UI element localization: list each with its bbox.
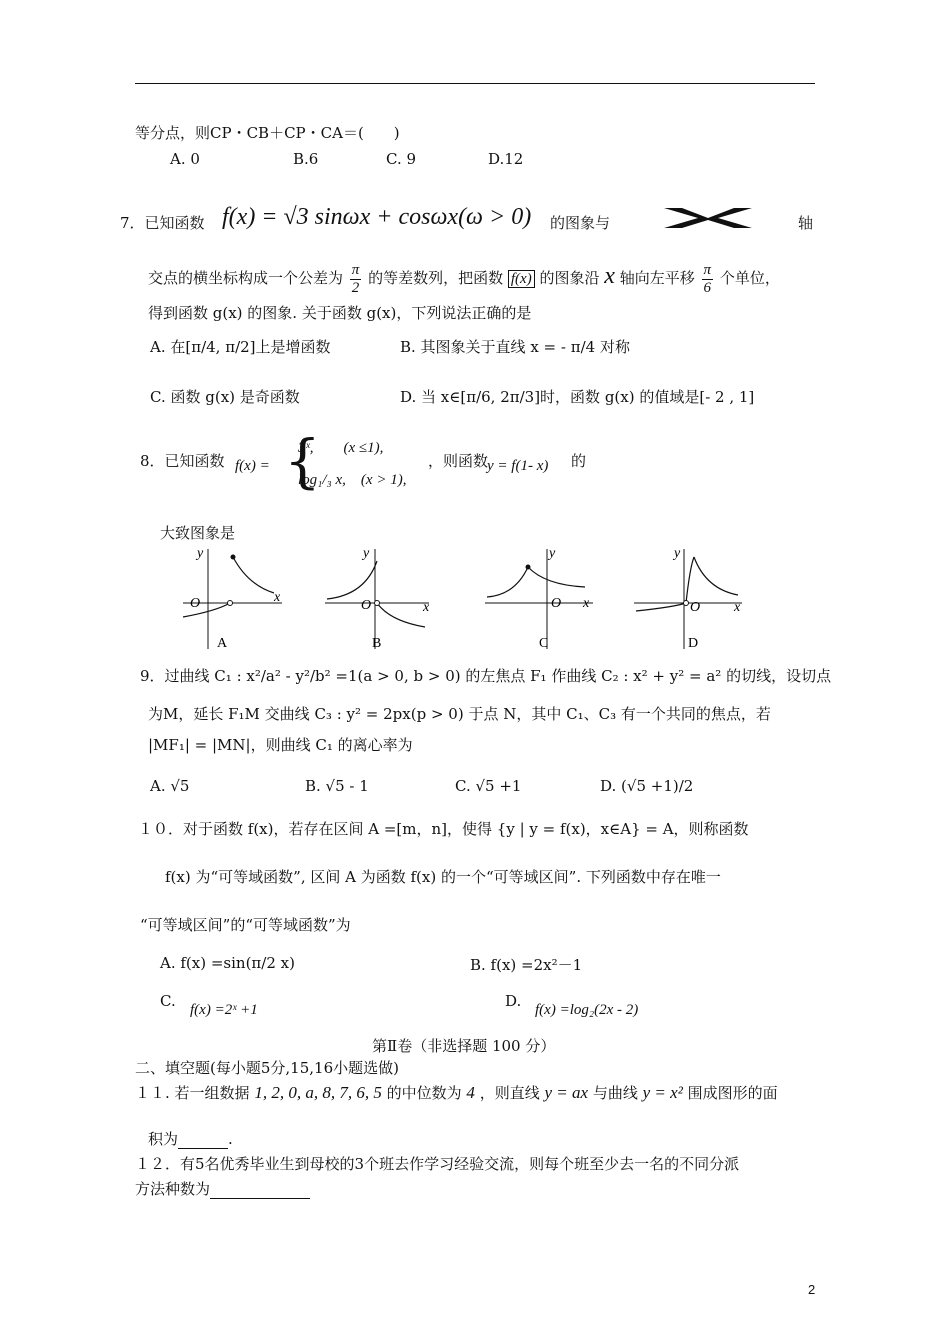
q12-line2: 方法种数为 [135, 1178, 310, 1199]
q11-data: 1, 2, 0, a, 8, 7, 6, 5 [254, 1083, 382, 1102]
q11-mid: 的中位数为 [386, 1084, 462, 1102]
q7-line3: 得到函数 g(x) 的图象. 关于函数 g(x)，下列说法正确的是 [148, 304, 532, 322]
graph-a [178, 545, 288, 659]
q6-option-a: A. 0 [170, 150, 200, 168]
q9-option-d: D. (√5 +1)/2 [600, 777, 694, 795]
graph-a-x: x [274, 590, 281, 605]
q10-option-a: A. f(x) =sin(π/2 x) [160, 954, 295, 972]
q7-line2e: 个单位， [719, 269, 780, 287]
svg-text:O: O [551, 596, 562, 611]
section2-title: 第Ⅱ卷（非选择题 100 分） [372, 1037, 556, 1055]
q8-case2: log₁/₃ x, (x > 1), [298, 472, 407, 488]
svg-text:x: x [734, 600, 741, 615]
q7-line2-fx: f(x) [508, 270, 535, 288]
page-number: 2 [808, 1282, 816, 1297]
q9-option-c: C. √5 +1 [455, 777, 522, 795]
q7-line2d: 轴向左平移 [619, 269, 695, 287]
q7-frac-pi-2: $\frac{\pi}{2}$ [351, 262, 360, 296]
q7-line2 [148, 262, 780, 296]
svg-text:x: x [423, 600, 430, 615]
graph-c-label: C [539, 636, 549, 651]
q9-option-a: A. √5 [150, 777, 190, 795]
q8-line2: 大致图象是 [160, 524, 236, 542]
q11-line2: 积为 . [148, 1130, 233, 1148]
q8-target: y = f(1- x) [487, 458, 549, 474]
q7-frac-pi-6: $\frac{\pi}{6}$ [703, 262, 712, 296]
q7-line2a: 交点的横坐标构成一个公差为 [148, 269, 344, 287]
q11-line1: １１. 若一组数据 1, 2, 0, a, 8, 7, 6, 5 的中位数为 4 ，则直线 y = ax 与曲线 y = x² 围成图形的面 [135, 1083, 778, 1102]
q7-after: 的图象与 [550, 214, 611, 232]
q7-lead: 7．已知函数 [120, 214, 205, 232]
q6-option-d: D.12 [488, 150, 524, 168]
q8-after: ，则函数 [428, 452, 489, 470]
q9-line2: 为M，延长 F₁M 交曲线 C₃ : y² = 2px(p > 0) 于点 N，其中 C₁、C₃ 有一个共同的焦点，若 [148, 705, 771, 723]
q7-option-d: D. 当 x∈[π/6, 2π/3]时，函数 g(x) 的值域是[- 2 , 1] [400, 388, 755, 406]
graph-a-label: A [217, 636, 228, 651]
svg-text:y: y [363, 546, 370, 561]
q12-line1: １２．有5名优秀毕业生到母校的3个班去作学习经验交流，则每个班至少去一名的不同分派 [135, 1155, 740, 1173]
graph-b-label: B [372, 636, 382, 651]
large-x-glyph-icon [660, 204, 756, 236]
graph-d-label: D [688, 636, 699, 651]
q8-case1: 3ˣ, (x ≤1), [298, 440, 384, 456]
q11-blank[interactable] [178, 1130, 228, 1149]
q7-axis-word: 轴 [798, 214, 814, 232]
section2-sub: 二、填空题(每小题5分,15,16小题选做) [135, 1059, 399, 1077]
q8-tail: 的 [571, 452, 587, 470]
q7-line2-x: x [604, 263, 615, 289]
svg-text:x: x [583, 596, 590, 611]
q11-line-eq: y = ax [544, 1083, 589, 1102]
q10-option-d: f(x) =log₂(2x - 2) [535, 1002, 639, 1018]
q7-line2c: 的图象沿 [539, 269, 600, 287]
q10-option-b: B. f(x) =2x²－1 [470, 956, 583, 974]
q10-line3: “可等域区间”的“可等域函数”为 [140, 916, 351, 934]
svg-text:O: O [690, 600, 701, 615]
q7-line2b: 的等差数列，把函数 [368, 269, 504, 287]
q6-tail: 等分点，则CP・CB＋CP・CA＝( ) [135, 124, 400, 142]
q7-formula: f(x) = √3 sinωx + cosωx(ω > 0) [222, 204, 532, 230]
q8-lead: 8．已知函数 [140, 452, 225, 470]
q8-brace: { [284, 427, 321, 495]
graph-a-y: y [197, 546, 204, 561]
q11-curve-eq: y = x² [642, 1083, 683, 1102]
q11-lead: １１. 若一组数据 [135, 1084, 250, 1102]
q6-option-c: C. 9 [386, 150, 417, 168]
graph-d [634, 545, 744, 659]
q12-blank[interactable] [210, 1180, 310, 1199]
q10-option-c: f(x) =2ˣ +1 [190, 1002, 258, 1018]
q10-line2: f(x) 为“可等域函数”, 区间 A 为函数 f(x) 的一个“可等域区间”. 下列函数中存在唯一 [165, 868, 721, 886]
q7-option-b: B. 其图象关于直线 x = - π/4 对称 [400, 338, 630, 356]
q7-option-a: A. 在[π/4, π/2]上是增函数 [150, 338, 331, 356]
q7-option-c: C. 函数 g(x) 是奇函数 [150, 388, 300, 406]
svg-text:y: y [549, 546, 556, 561]
svg-text:y: y [674, 546, 681, 561]
q10-line1: １０．对于函数 f(x)，若存在区间 A =[m，n]，使得 {y | y = f(x)，x∈A} = A，则称函数 [138, 820, 749, 838]
graph-c [485, 545, 595, 659]
q9-line3: |MF₁| = |MN|，则曲线 C₁ 的离心率为 [148, 736, 413, 754]
svg-text:O: O [361, 598, 372, 613]
graph-b [325, 545, 435, 659]
q10-option-d-label: D. [505, 992, 522, 1010]
q6-option-b: B.6 [293, 150, 319, 168]
header-rule [135, 83, 815, 84]
q9-line1: 9．过曲线 C₁ : x²/a² - y²/b² =1(a > 0, b > 0) 的左焦点 F₁ 作曲线 C₂ : x² + y² = a² 的切线，设切点 [140, 667, 832, 685]
q8-fx: f(x) = [235, 458, 270, 474]
q10-option-c-label: C. [160, 992, 176, 1010]
q9-option-b: B. √5 - 1 [305, 777, 369, 795]
q11-median: 4 [466, 1083, 475, 1102]
graph-a-o: O [190, 596, 201, 611]
